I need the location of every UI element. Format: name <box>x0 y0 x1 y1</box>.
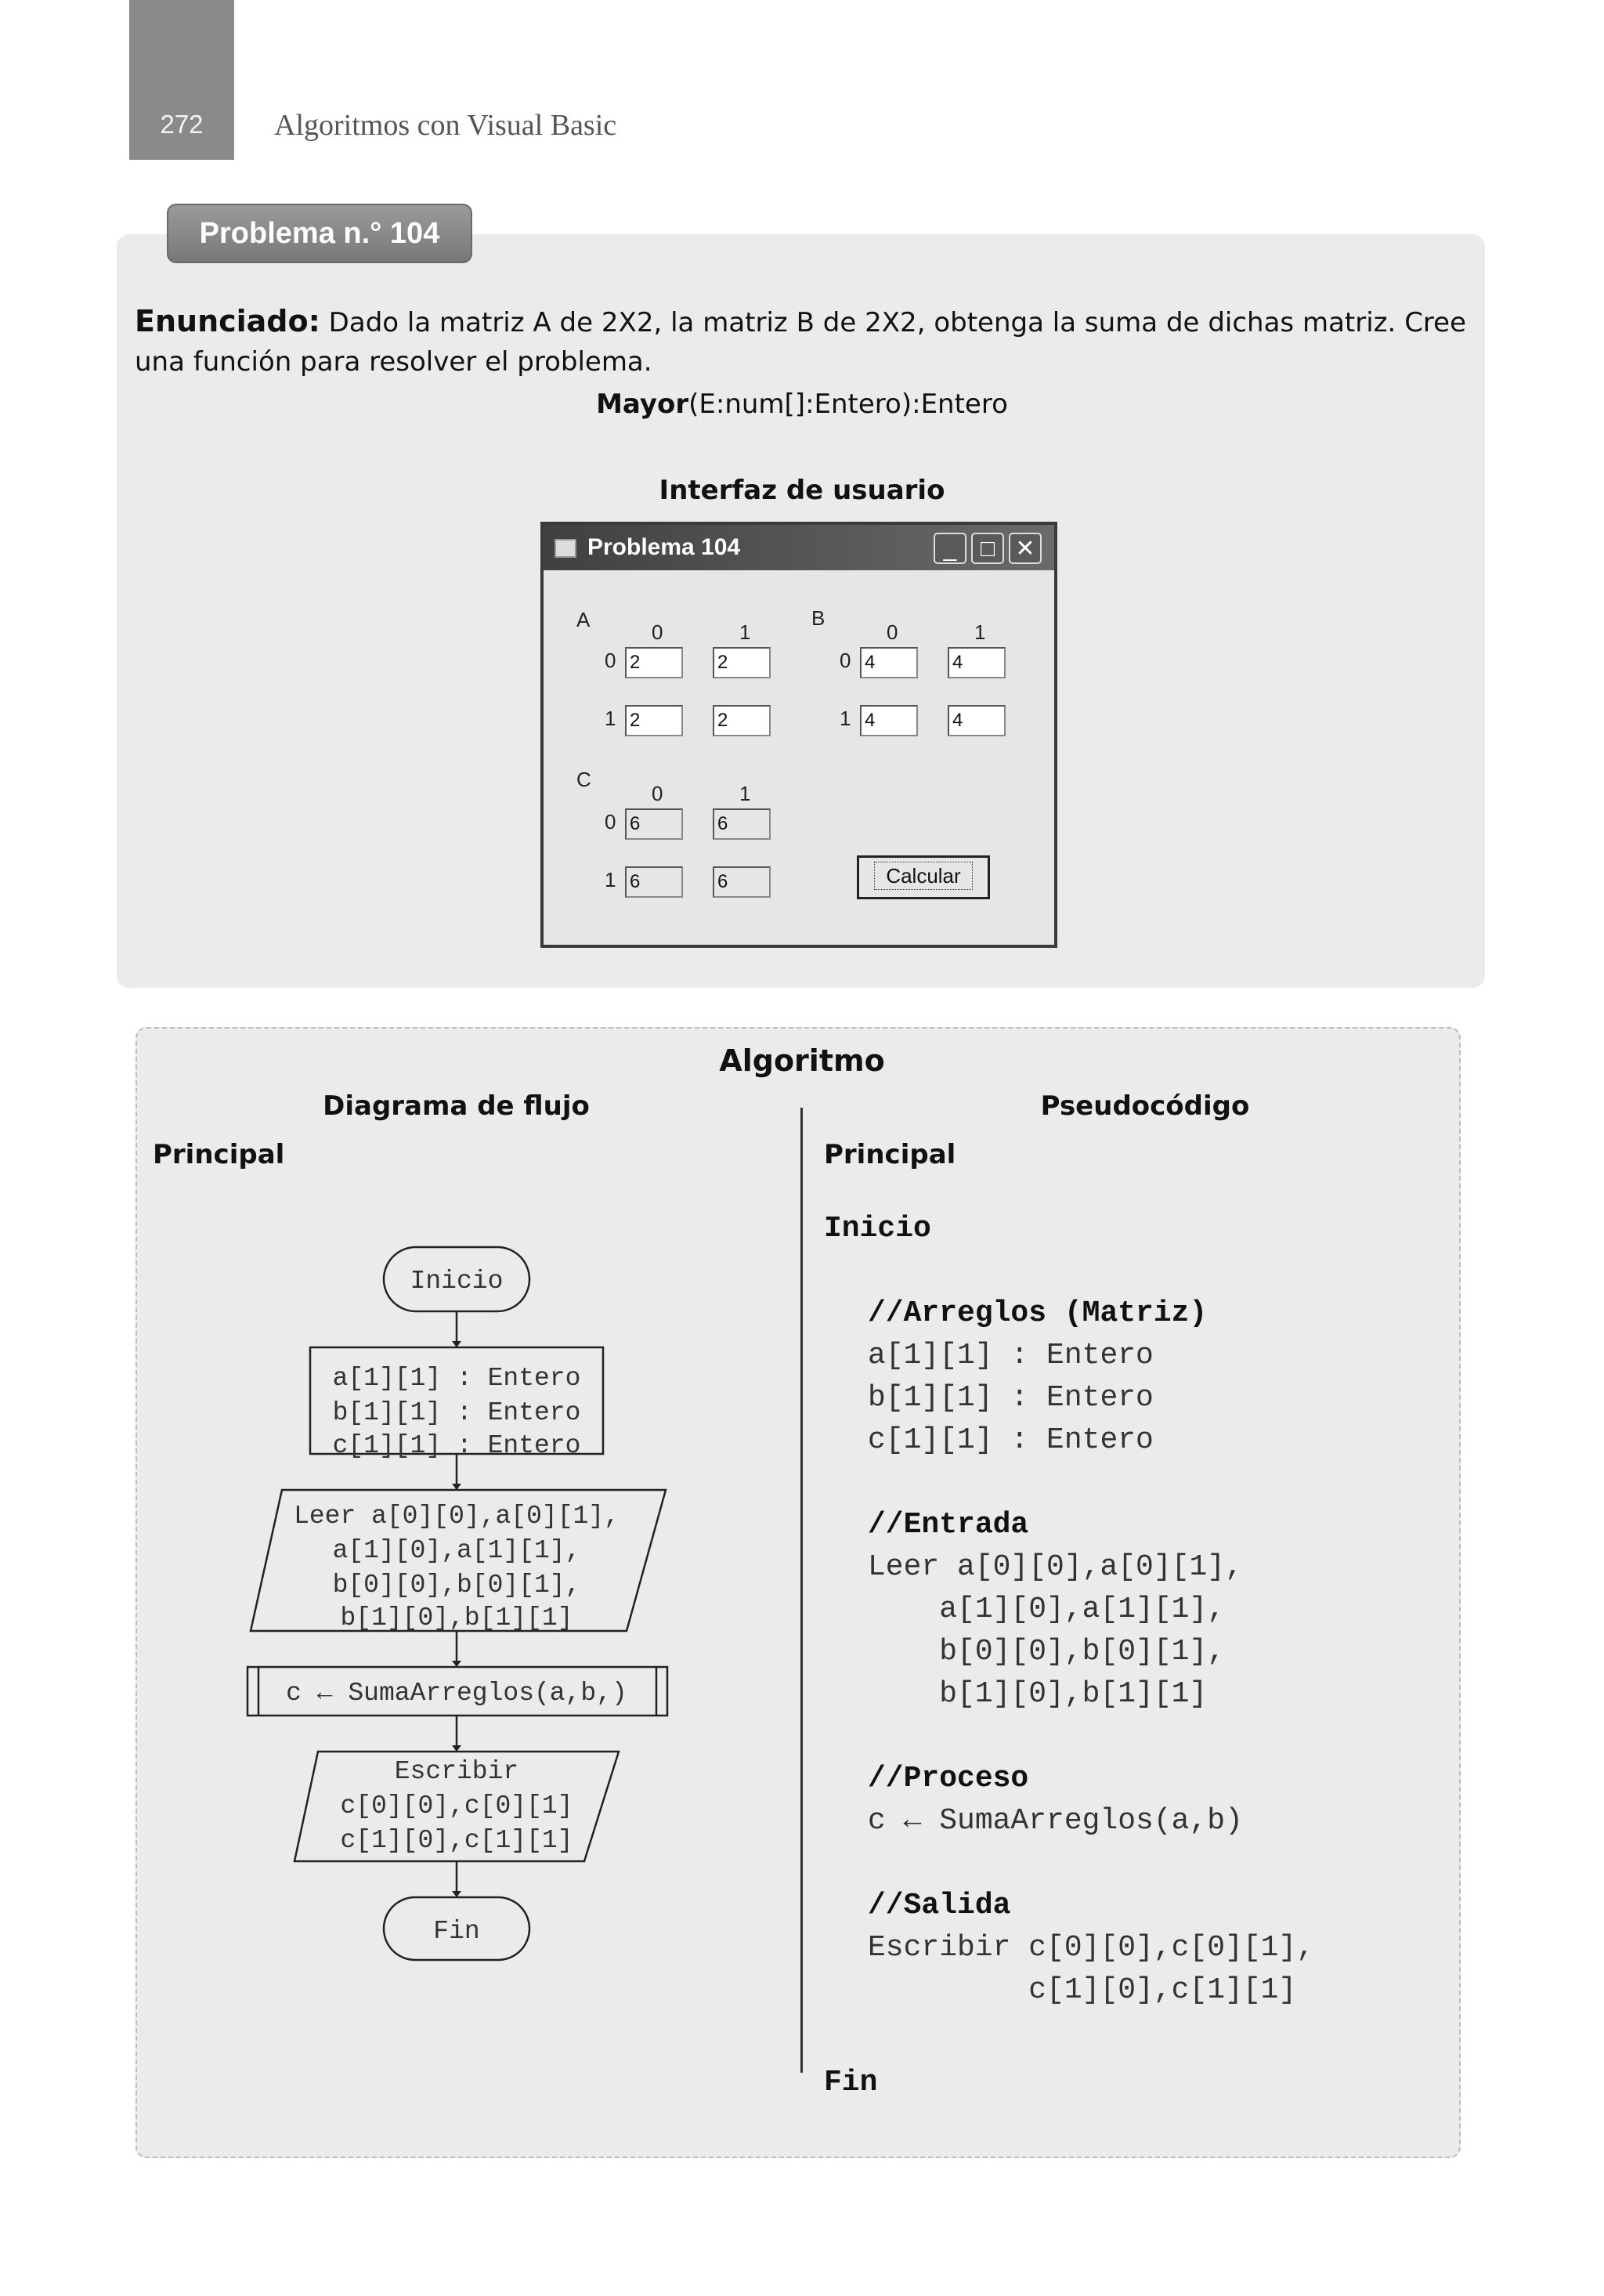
matrix-b-col-1: 1 <box>974 620 986 644</box>
calcular-button[interactable] <box>857 855 990 899</box>
pseudocode-heading: Pseudocódigo <box>1040 1090 1250 1122</box>
flow-start-text: Inicio <box>410 1267 504 1296</box>
pseudo-comment-salida: //Salida <box>868 1889 1011 1922</box>
matrix-b-label: B <box>811 606 825 630</box>
pseudocode-end <box>824 2062 877 2104</box>
matrix-b-row-0: 0 <box>840 649 851 672</box>
matrix-c-row-1: 1 <box>605 868 616 891</box>
flow-end-text: Fin <box>433 1917 480 1946</box>
flowchart-principal-label: Principal <box>153 1139 285 1170</box>
c-10-output: 6 <box>625 866 683 898</box>
minimize-button[interactable]: _ <box>934 533 966 564</box>
b-11-input[interactable]: 4 <box>948 705 1006 736</box>
pseudo-process: c ← SumaArreglos(a,b) <box>868 1804 1243 1838</box>
ui-section-title: Interfaz de usuario <box>659 475 945 506</box>
flowchart-heading: Diagrama de flujo <box>323 1090 590 1122</box>
function-signature <box>0 389 1604 420</box>
flow-decl-b: b[1][1] : Entero <box>332 1398 581 1427</box>
calcular-label: Calcular <box>874 862 972 890</box>
pseudo-decl-b: b[1][1] : Entero <box>868 1381 1154 1415</box>
statement-text: Dado la matriz A de 2X2, la matriz B de 2X2, obtenga la suma de dichas matriz. Cree una función para resolver el problema. <box>135 307 1466 378</box>
pseudo-read-4: b[1][0],b[1][1] <box>868 1677 1208 1711</box>
column-divider <box>800 1108 803 2073</box>
flow-write-2: c[0][0],c[0][1] <box>340 1792 573 1821</box>
a-00-input[interactable]: 2 <box>625 647 683 678</box>
flow-decl-c: c[1][1] : Entero <box>332 1431 581 1460</box>
matrix-a-label: A <box>576 608 591 631</box>
flow-read-3: b[0][0],b[0][1], <box>332 1571 581 1600</box>
problem-badge: Problema n.° 104 <box>167 204 472 263</box>
close-button[interactable]: ✕ <box>1009 533 1042 564</box>
pseudo-write-2: c[1][0],c[1][1] <box>868 1973 1297 2007</box>
flow-decl-a: a[1][1] : Entero <box>332 1364 581 1393</box>
pseudo-decl-c: c[1][1] : Entero <box>868 1423 1154 1457</box>
pseudo-decl-a: a[1][1] : Entero <box>868 1339 1154 1372</box>
pseudo-fin: Fin <box>824 2066 878 2099</box>
maximize-button[interactable]: □ <box>971 533 1004 564</box>
matrix-c-row-0: 0 <box>605 810 616 833</box>
algorithm-title: Algoritmo <box>719 1043 885 1078</box>
pseudocode <box>824 1208 931 1250</box>
problem-statement <box>135 302 1466 381</box>
b-01-input[interactable]: 4 <box>948 647 1006 678</box>
flow-write-1: Escribir <box>394 1757 519 1786</box>
flow-read-2: a[1][0],a[1][1], <box>332 1536 581 1565</box>
running-header: Algoritmos con Visual Basic <box>274 109 617 142</box>
vb-form-window <box>540 522 1057 948</box>
matrix-b-row-1: 1 <box>840 707 851 730</box>
statement-label: Enunciado: <box>135 304 320 338</box>
b-10-input[interactable]: 4 <box>860 705 918 736</box>
matrix-a-col-1: 1 <box>739 620 751 644</box>
pseudo-write-1: Escribir c[0][0],c[0][1], <box>868 1931 1315 1965</box>
a-10-input[interactable]: 2 <box>625 705 683 736</box>
c-01-output: 6 <box>713 808 771 840</box>
page-number: 272 <box>160 110 204 139</box>
b-00-input[interactable]: 4 <box>860 647 918 678</box>
signature-name: Mayor <box>596 389 689 420</box>
window-titlebar[interactable] <box>544 525 1054 570</box>
flowchart <box>235 1238 689 1974</box>
c-11-output: 6 <box>713 866 771 898</box>
matrix-c-col-1: 1 <box>739 782 751 805</box>
pseudo-read-1: Leer a[0][0],a[0][1], <box>868 1550 1243 1584</box>
pseudo-comment-entrada: //Entrada <box>868 1508 1029 1542</box>
pseudo-comment-arreglos: //Arreglos (Matriz) <box>868 1296 1208 1330</box>
window-title: Problema 104 <box>587 534 741 560</box>
a-01-input[interactable]: 2 <box>713 647 771 678</box>
matrix-a-row-0: 0 <box>605 649 616 672</box>
flow-read-1: Leer a[0][0],a[0][1], <box>294 1502 620 1531</box>
pseudocode-principal-label: Principal <box>824 1139 956 1170</box>
form-icon <box>555 539 576 558</box>
a-11-input[interactable]: 2 <box>713 705 771 736</box>
matrix-c-col-0: 0 <box>652 782 663 805</box>
flow-write-3: c[1][0],c[1][1] <box>340 1826 573 1855</box>
pseudo-read-2: a[1][0],a[1][1], <box>868 1593 1226 1626</box>
matrix-a-row-1: 1 <box>605 707 616 730</box>
c-00-output: 6 <box>625 808 683 840</box>
matrix-c-label: C <box>576 768 591 791</box>
pseudo-read-3: b[0][0],b[0][1], <box>868 1635 1226 1669</box>
signature-params: (E:num[]:Entero):Entero <box>688 389 1008 420</box>
flow-read-4: b[1][0],b[1][1] <box>340 1604 573 1633</box>
pseudo-inicio: Inicio <box>824 1212 931 1246</box>
flow-call-text: c ← SumaArreglos(a,b,) <box>286 1679 627 1708</box>
pseudocode-body <box>868 1293 1314 2012</box>
matrix-b-col-0: 0 <box>887 620 898 644</box>
matrix-a-col-0: 0 <box>652 620 663 644</box>
pseudo-comment-proceso: //Proceso <box>868 1762 1029 1795</box>
